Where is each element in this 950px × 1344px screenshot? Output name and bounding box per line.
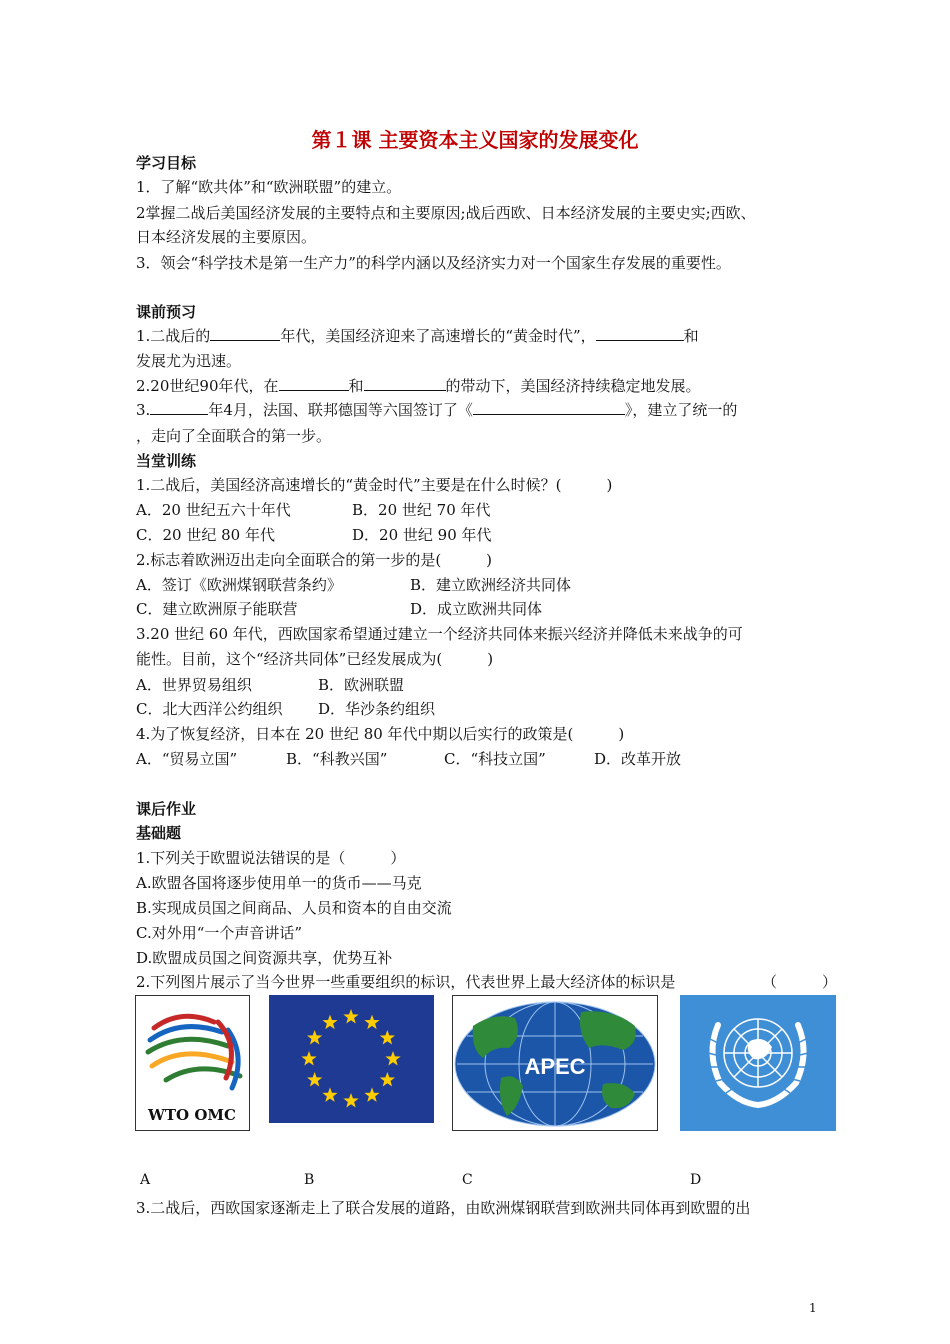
eu-star-icon: [301, 1051, 316, 1065]
preview-q2-text-b: 和: [348, 377, 364, 395]
option-c: C．“科技立国”: [444, 750, 546, 768]
choice-label-c: C: [462, 1172, 473, 1188]
wto-emblem-icon: [136, 996, 249, 1130]
homework-q1: 1.下列关于欧盟说法错误的是（ ）: [136, 849, 406, 867]
page-title: 第１课 主要资本主义国家的发展变化: [311, 128, 639, 152]
eu-star-icon: [343, 1093, 358, 1107]
preview-q2-text-a: 2.20世纪90年代，在: [136, 377, 279, 395]
option-b: B．20 世纪 70 年代: [352, 501, 491, 519]
homework-q3: 3.二战后，西欧国家逐渐走上了联合发展的道路，由欧洲煤钢联营到欧洲共同体再到欧盟的出: [136, 1199, 751, 1217]
option-a: A．世界贸易组织: [136, 676, 252, 694]
option-a: A．20 世纪五六十年代: [136, 501, 291, 519]
wto-logo-text: WTO OMC: [148, 1106, 236, 1124]
eu-star-icon: [343, 1009, 358, 1023]
preview-q1-cont: 发展尤为迅速。: [136, 352, 242, 370]
choice-label-a: A: [140, 1172, 151, 1188]
answer-paren: （ ）: [762, 973, 838, 991]
fill-blank: [364, 374, 446, 391]
practice-q3-line1: 3.20 世纪 60 年代，西欧国家希望通过建立一个经济共同体来振兴经济并降低未来战争的可: [136, 625, 743, 643]
option-c: C．北大西洋公约组织: [136, 700, 283, 718]
fill-blank: [596, 324, 684, 341]
eu-star-icon: [380, 1072, 395, 1086]
eu-flag-logo: [269, 995, 434, 1123]
preview-q1-text-c: 和: [683, 327, 699, 345]
objective-line: 3．领会“科学技术是第一生产力”的科学内涵以及经济实力对一个国家生存发展的重要性。: [136, 254, 731, 272]
eu-star-icon: [385, 1051, 400, 1065]
eu-star-icon: [380, 1030, 395, 1044]
homework-subheading: 基础题: [136, 824, 182, 842]
apec-globe-icon: [453, 996, 657, 1130]
option-b: B．欧洲联盟: [318, 676, 405, 694]
option-d: D．成立欧洲共同体: [410, 600, 543, 618]
eu-star-icon: [307, 1072, 322, 1086]
eu-star-icon: [322, 1087, 337, 1101]
un-emblem-icon: [680, 995, 836, 1131]
preview-q3-cont: ，走向了全面联合的第一步。: [136, 427, 332, 445]
wto-logo: [135, 995, 250, 1131]
preview-q3-text-c: 》，建立了统一的: [624, 401, 738, 419]
eu-star-icon: [364, 1087, 379, 1101]
option-d: D．20 世纪 90 年代: [352, 526, 492, 544]
objective-line: 1．了解“欧共体”和“欧洲联盟”的建立。: [136, 178, 402, 196]
apec-logo: [452, 995, 658, 1131]
practice-q4: 4.为了恢复经济，日本在 20 世纪 80 年代中期以后实行的政策是( ): [136, 725, 625, 743]
preview-q1-text-b: 年代，美国经济迎来了高速增长的“黄金时代”，: [280, 327, 596, 345]
practice-heading: 当堂训练: [136, 452, 197, 470]
choice-label-b: B: [304, 1172, 315, 1188]
preview-q3: [136, 398, 737, 422]
apec-logo-text: APEC: [524, 1054, 586, 1079]
eu-star-icon: [322, 1015, 337, 1029]
option-d: D．改革开放: [594, 750, 682, 768]
fill-blank: [150, 398, 208, 415]
option-c: C.对外用“一个声音讲话”: [136, 924, 303, 942]
page-number: 1: [809, 1301, 817, 1315]
eu-star-icon: [307, 1030, 322, 1044]
option-c: C．建立欧洲原子能联营: [136, 600, 298, 618]
objectives-heading: 学习目标: [136, 154, 197, 172]
practice-q1: 1.二战后，美国经济高速增长的“黄金时代”主要是在什么时候？( ): [136, 476, 613, 494]
fill-blank: [473, 398, 625, 415]
option-a: A．“贸易立国”: [136, 750, 238, 768]
option-c: C．20 世纪 80 年代: [136, 526, 275, 544]
choice-label-d: D: [690, 1172, 702, 1188]
preview-q2-text-c: 的带动下，美国经济持续稳定地发展。: [445, 377, 701, 395]
preview-q1-text-a: 1.二战后的: [136, 327, 211, 345]
option-a: A．签订《欧洲煤钢联营条约》: [136, 576, 342, 594]
preview-q3-text-a: 3.: [136, 401, 151, 419]
option-b: B．“科教兴国”: [286, 750, 388, 768]
fill-blank: [279, 374, 349, 391]
option-a: A.欧盟各国将逐步使用单一的货币——马克: [136, 874, 422, 892]
homework-q2: 2.下列图片展示了当今世界一些重要组织的标识，代表世界上最大经济体的标识是: [136, 973, 676, 991]
homework-heading: 课后作业: [136, 800, 197, 818]
option-d: D.欧盟成员国之间资源共享，优势互补: [136, 949, 393, 967]
option-d: D．华沙条约组织: [318, 700, 436, 718]
option-b: B．建立欧洲经济共同体: [410, 576, 572, 594]
un-logo: [680, 995, 836, 1131]
practice-q2: 2.标志着欧洲迈出走向全面联合的第一步的是( ): [136, 551, 493, 569]
preview-q3-text-b: 年4月，法国、联邦德国等六国签订了《: [208, 401, 473, 419]
preview-q1: [136, 324, 699, 348]
objective-line: 日本经济发展的主要原因。: [136, 228, 317, 246]
option-b: B.实现成员国之间商品、人员和资本的自由交流: [136, 899, 452, 917]
objective-line: 2掌握二战后美国经济发展的主要特点和主要原因;战后西欧、日本经济发展的主要史实;西欧、: [136, 204, 756, 222]
preview-heading: 课前预习: [136, 303, 197, 321]
practice-q3-line2: 能性。目前，这个“经济共同体”已经发展成为( ): [136, 650, 494, 668]
fill-blank: [210, 324, 280, 341]
eu-stars-icon: [269, 995, 434, 1123]
preview-q2: [136, 374, 701, 398]
eu-star-icon: [364, 1015, 379, 1029]
